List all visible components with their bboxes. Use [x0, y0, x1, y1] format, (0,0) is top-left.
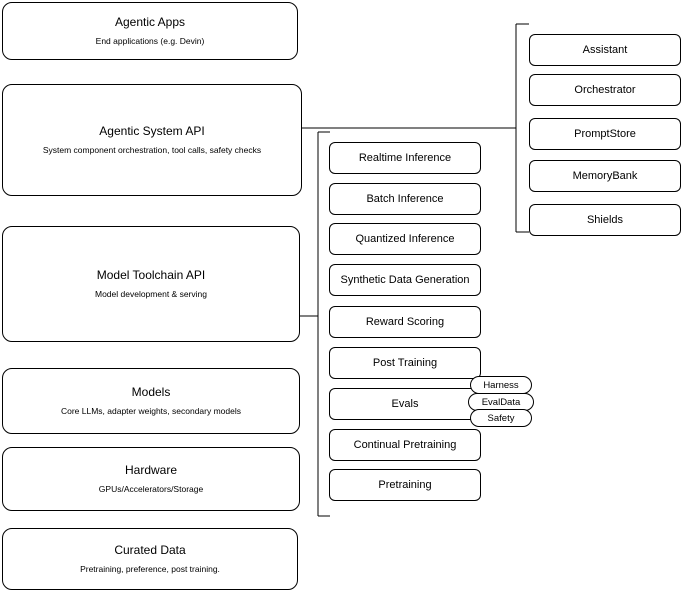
stack-layer[interactable] — [2, 368, 300, 434]
toolchain-component[interactable] — [329, 223, 481, 255]
toolchain-component-label: Synthetic Data Generation — [340, 274, 470, 286]
stack-layer[interactable] — [2, 226, 300, 342]
evals-subcomponent-label: Harness — [483, 379, 519, 391]
agentic-component[interactable] — [529, 160, 681, 192]
stack-layer-title: Hardware — [124, 463, 178, 477]
evals-subcomponent-label: Safety — [487, 412, 515, 424]
toolchain-component-label: Batch Inference — [366, 193, 444, 205]
stack-layer[interactable] — [2, 84, 302, 196]
agentic-component-label: PromptStore — [574, 128, 636, 140]
agentic-component[interactable] — [529, 74, 681, 106]
toolchain-component-label: Pretraining — [378, 479, 432, 491]
stack-layer-title: Agentic Apps — [114, 15, 186, 29]
stack-layer[interactable] — [2, 447, 300, 511]
toolchain-component-label: Quantized Inference — [355, 233, 455, 245]
evals-subcomponent-label: EvalData — [481, 396, 521, 408]
stack-layer-title: Agentic System API — [99, 124, 205, 138]
toolchain-component[interactable] — [329, 183, 481, 215]
stack-layer-title: Model Toolchain API — [96, 268, 206, 282]
stack-layer[interactable] — [2, 2, 298, 60]
toolchain-component-label: Realtime Inference — [358, 152, 452, 164]
agentic-component-label: Shields — [586, 214, 624, 226]
agentic-component-label: Assistant — [582, 44, 628, 56]
toolchain-component-label: Post Training — [372, 357, 438, 369]
stack-layer-subtitle: End applications (e.g. Devin) — [95, 36, 205, 46]
toolchain-component[interactable] — [329, 142, 481, 174]
agentic-component[interactable] — [529, 34, 681, 66]
agentic-component[interactable] — [529, 118, 681, 150]
evals-subcomponent[interactable] — [470, 409, 532, 427]
toolchain-component[interactable] — [329, 347, 481, 379]
stack-layer-subtitle: GPUs/Accelerators/Storage — [98, 484, 204, 494]
stack-layer-title: Models — [131, 385, 171, 399]
agentic-component[interactable] — [529, 204, 681, 236]
toolchain-component-label: Continual Pretraining — [353, 439, 457, 451]
stack-layer-subtitle: Pretraining, preference, post training. — [80, 564, 220, 574]
toolchain-component[interactable] — [329, 306, 481, 338]
toolchain-component[interactable] — [329, 429, 481, 461]
stack-layer-subtitle: Core LLMs, adapter weights, secondary models — [60, 406, 241, 416]
toolchain-component[interactable] — [329, 469, 481, 501]
stack-layer[interactable] — [2, 528, 298, 590]
toolchain-component[interactable] — [329, 388, 481, 420]
toolchain-component-label: Evals — [391, 398, 419, 410]
agentic-component-label: Orchestrator — [574, 84, 636, 96]
agentic-component-label: MemoryBank — [572, 170, 638, 182]
toolchain-component-label: Reward Scoring — [365, 316, 445, 328]
evals-subcomponent[interactable] — [470, 376, 532, 394]
stack-layer-title: Curated Data — [114, 543, 186, 557]
toolchain-component[interactable] — [329, 264, 481, 296]
stack-layer-subtitle: System component orchestration, tool calls, safety checks — [42, 145, 262, 155]
stack-layer-subtitle: Model development & serving — [95, 289, 207, 299]
